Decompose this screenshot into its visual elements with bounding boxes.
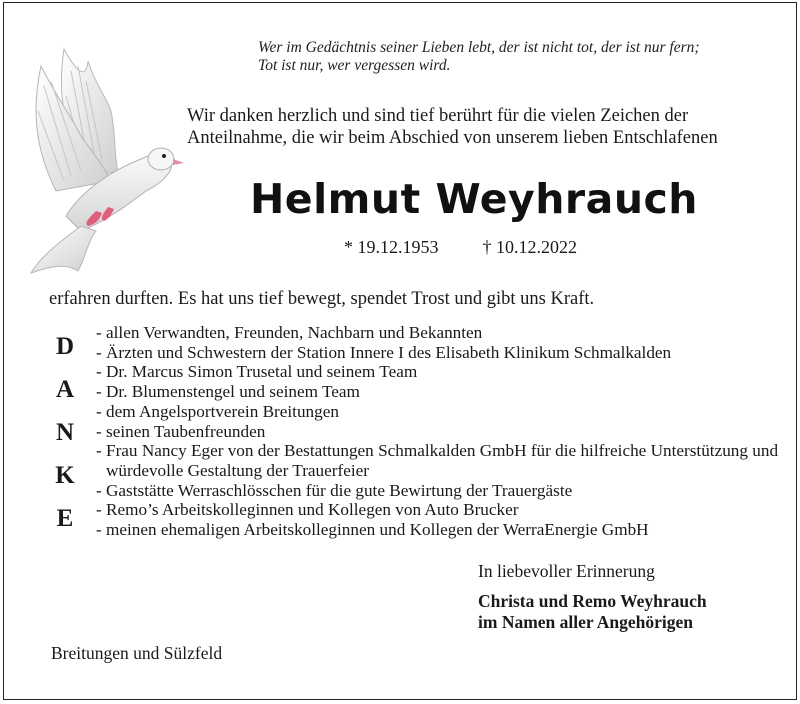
signers xyxy=(478,591,707,633)
signer-names: Christa und Remo Weyhrauch xyxy=(478,591,707,611)
life-dates xyxy=(344,237,577,258)
thanks-item: - allen Verwandten, Freunden, Nachbarn und Bekannten xyxy=(96,323,483,342)
thanks-item: - Gaststätte Werraschlösschen für die gute Bewirtung der Trauergäste xyxy=(96,480,573,500)
signer-note: im Namen aller Angehörigen xyxy=(478,612,694,632)
thanks-item: - seinen Taubenfreunden xyxy=(96,421,266,441)
birth-date: * 19.12.1953 xyxy=(344,237,439,257)
danke-letter: N xyxy=(55,419,75,446)
white-dove-icon xyxy=(26,41,186,276)
thanks-item: - meinen ehemaligen Arbeitskolleginnen und Kollegen der WerraEnergie GmbH xyxy=(96,520,649,540)
intro-line-1: Wir danken herzlich und sind tief berührt für die vielen Zeichen der xyxy=(187,106,689,126)
thanks-item: - Ärzten und Schwestern der Station Innere I des Elisabeth Klinikum Schmalkalden xyxy=(96,342,672,362)
thanks-intro xyxy=(187,105,787,149)
thanks-item: - dem Angelsportverein Breitungen xyxy=(96,401,339,421)
memorial-quote xyxy=(258,39,778,75)
danke-letter: A xyxy=(55,376,75,403)
danke-letter: K xyxy=(55,462,75,489)
memory-line: In liebevoller Erinnerung xyxy=(478,561,655,581)
thanks-list xyxy=(96,323,786,540)
continuation-text: erfahren durften. Es hat uns tief bewegt, spendet Trost und gibt uns Kraft. xyxy=(49,289,595,309)
thanks-item: - Dr. Blumenstengel und seinem Team xyxy=(96,382,360,402)
danke-letter: E xyxy=(56,505,74,532)
quote-line-1: Wer im Gedächtnis seiner Lieben lebt, der ist nicht tot, der ist nur fern; xyxy=(258,39,700,56)
deceased-name: Helmut Weyhrauch xyxy=(249,175,698,223)
intro-line-2: Anteilnahme, die wir beim Abschied von unserem lieben Entschlafenen xyxy=(187,128,718,148)
thanks-item: - Remo’s Arbeitskolleginnen und Kollegen von Auto Brucker xyxy=(96,500,519,520)
thanks-item: - Frau Nancy Eger von der Bestattungen Schmalkalden GmbH für die hilfreiche Unterstützung und würdevolle Gestaltung der Trauerfeier xyxy=(96,441,779,480)
death-date: † 10.12.2022 xyxy=(482,237,577,257)
danke-vertical xyxy=(50,325,80,540)
danke-letter: D xyxy=(55,333,75,360)
obituary-card xyxy=(3,2,797,700)
quote-line-2: Tot ist nur, wer vergessen wird. xyxy=(258,57,451,74)
place-line: Breitungen und Sülzfeld xyxy=(51,643,223,663)
thanks-item: - Dr. Marcus Simon Trusetal und seinem Team xyxy=(96,362,418,382)
